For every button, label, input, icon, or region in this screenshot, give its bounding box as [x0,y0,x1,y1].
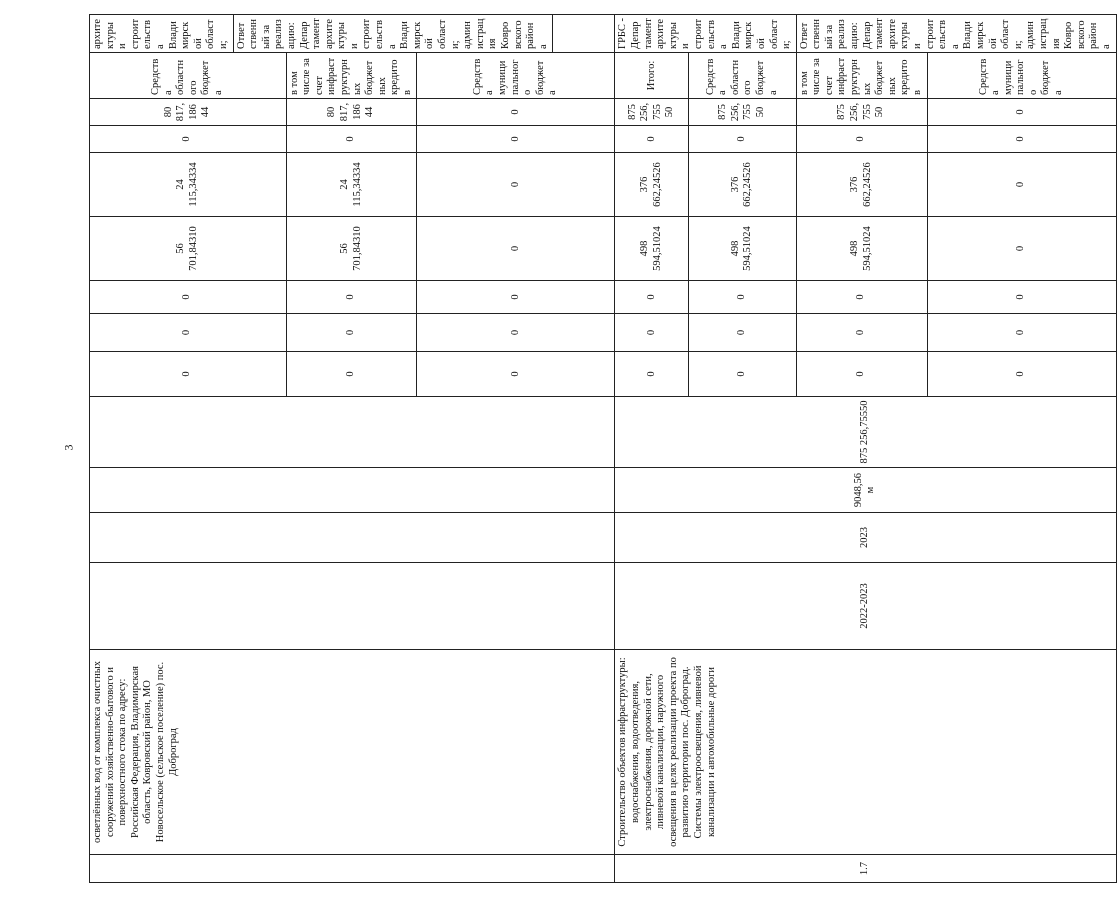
cell-value: 24 115,34334 [90,153,287,217]
cell-value: 875 256,75550 [796,99,927,126]
cell-value: 80 817,18644 [286,99,417,126]
cell-cost: 875 256,75550 [615,397,1116,468]
cell-value: 0 [286,126,417,153]
cell-value: 0 [796,126,927,153]
cell-value: 498 594,51024 [615,217,689,281]
cell-cost [90,397,615,468]
cell-responsible [553,15,615,53]
cell-value: 0 [417,217,615,281]
cell-value: 0 [90,126,287,153]
financing-table [89,14,1117,883]
cell-year [90,513,615,563]
cell-value: 0 [927,314,1116,352]
cell-value: 0 [689,281,796,314]
cell-value: 0 [615,352,689,397]
cell-value: 0 [615,281,689,314]
cell-value: 0 [417,352,615,397]
cell-value: 0 [90,314,287,352]
cell-value: 0 [417,314,615,352]
cell-value: 0 [796,314,927,352]
cell-value: 0 [286,281,417,314]
cell-source: Итого: [615,53,689,99]
cell-value: 0 [417,281,615,314]
cell-responsible: архитектуры и строительства Владимирской области; [90,15,234,53]
cell-source: Средства областного бюджета [90,53,287,99]
cell-value: 56 701,84310 [286,217,417,281]
cell-value: 0 [927,126,1116,153]
cell-value: 0 [417,99,615,126]
cell-value: 0 [927,281,1116,314]
cell-value: 56 701,84310 [90,217,287,281]
cell-description: Строительство объектов инфраструктуры: водоснабжения, водоотведения, электроснабжения, дорожной сети, ливневой канализации, наружного освещения в целях реализации проекта по развитию территории пос. Доброград. Системы электроосвещения, ливневой канализации и автомобильные дороги [615,650,1116,855]
cell-source: Средства муниципального бюджета [927,53,1116,99]
cell-value: 0 [927,217,1116,281]
cell-value: 875 256,75550 [689,99,796,126]
cell-value: 0 [689,126,796,153]
cell-source: в том числе за счет инфраструктурных бюджетных кредитов [796,53,927,99]
cell-source: в том числе за счет инфраструктурных бюджетных кредитов [286,53,417,99]
cell-year: 2023 [615,513,1116,563]
cell-description: осветлённых вод от комплекса очистных сооружений хозяйственно-бытового и поверхностного стока по адресу: Российская Федерация, Владимирская область, Ковровский район, МО Новосельское (сельское поселение) пос. Доброград [90,650,615,855]
cell-responsible: Ответственный за реализацию: Департамент архитектуры и строительства Владимирской области; администрация Ковровского района [796,15,1116,53]
cell-value: 376 662,24526 [689,153,796,217]
cell-value: 376 662,24526 [796,153,927,217]
page-number: 3 [61,444,76,451]
cell-power: 9048,56 м [615,468,1116,513]
cell-value: 376 662,24526 [615,153,689,217]
cell-source: Средства муниципального бюджета [417,53,615,99]
cell-source: Средства областного бюджета [689,53,796,99]
cell-value: 0 [615,314,689,352]
cell-value: 0 [417,153,615,217]
cell-period: 2022-2023 [615,563,1116,650]
cell-number [90,855,615,883]
cell-value: 80 817,18644 [90,99,287,126]
cell-value: 24 115,34334 [286,153,417,217]
cell-responsible: ГРБС - Департамент архитектуры и строительства Владимирской области; [615,15,796,53]
cell-value: 0 [796,281,927,314]
cell-value: 0 [90,281,287,314]
cell-value: 0 [927,352,1116,397]
cell-value: 0 [90,352,287,397]
cell-power [90,468,615,513]
cell-value: 0 [927,99,1116,126]
cell-value: 0 [615,126,689,153]
cell-value: 0 [417,126,615,153]
cell-value: 0 [689,352,796,397]
cell-value: 0 [927,153,1116,217]
cell-value: 0 [286,352,417,397]
cell-number: 1.7 [615,855,1116,883]
cell-value: 875 256,75550 [615,99,689,126]
cell-value: 0 [286,314,417,352]
table-row [90,15,234,883]
cell-responsible: Ответственный за реализацию: Департамент архитектуры и строительства Владимирской области; администрация Ковровского района [233,15,553,53]
cell-value: 0 [796,352,927,397]
rotated-table-container [89,15,1112,883]
table-row [615,15,689,883]
cell-value: 0 [689,314,796,352]
cell-period [90,563,615,650]
cell-value: 498 594,51024 [689,217,796,281]
cell-value: 498 594,51024 [796,217,927,281]
